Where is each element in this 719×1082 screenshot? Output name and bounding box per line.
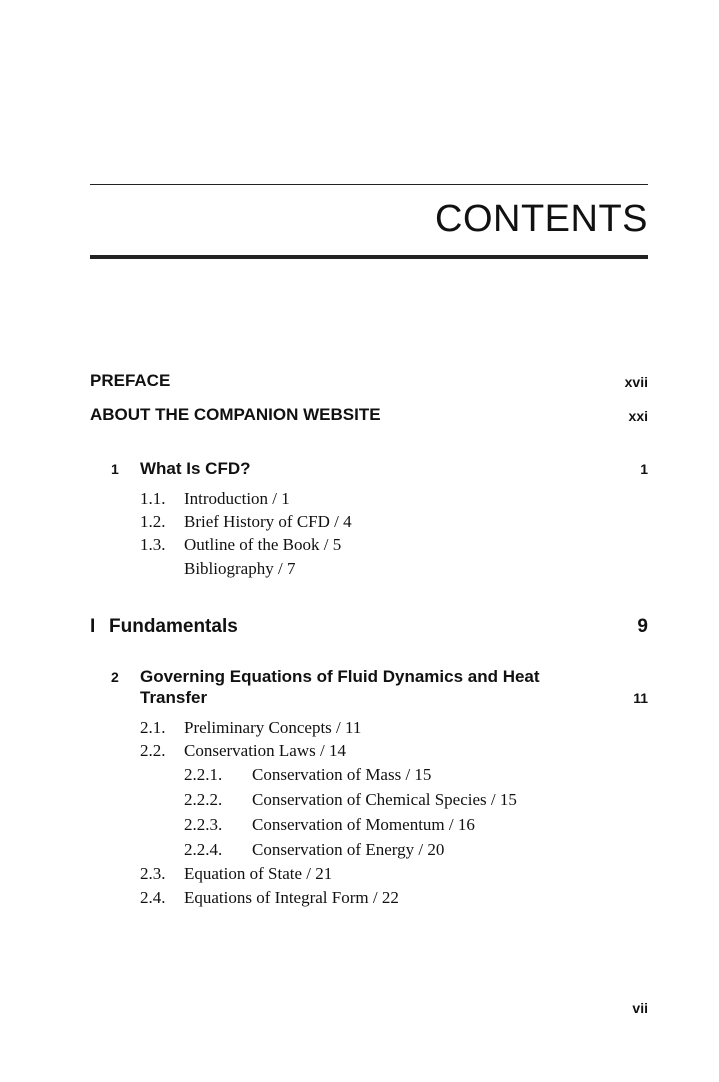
subsection-title: Conservation of Mass / 15	[252, 765, 432, 784]
section-title: Brief History of CFD / 4	[184, 512, 352, 531]
section-number: 1.1.	[140, 489, 166, 508]
chapter-1-title: What Is CFD?	[140, 459, 251, 478]
heading-rule	[90, 255, 648, 259]
section-title: Preliminary Concepts / 11	[184, 718, 362, 737]
subsection-number: 2.2.2.	[184, 790, 223, 809]
subsection-number: 2.2.3.	[184, 815, 223, 834]
page-folio: vii	[632, 1000, 648, 1016]
section-title: Introduction / 1	[184, 489, 290, 508]
toc-entry-website-page: xxi	[628, 408, 648, 424]
subsection-title: Conservation of Chemical Species / 15	[252, 790, 517, 809]
section-title: Conservation Laws / 14	[184, 741, 346, 760]
chapter-1-page: 1	[640, 461, 648, 477]
section-title: Outline of the Book / 5	[184, 535, 342, 554]
chapter-2-title-line-1: Governing Equations of Fluid Dynamics and Heat	[140, 667, 540, 686]
part-number: I	[90, 616, 96, 637]
part-page: 9	[637, 616, 648, 637]
toc-entry-preface-title: PREFACE	[90, 371, 171, 390]
chapter-2-number: 2	[111, 669, 119, 685]
section-title: Equations of Integral Form / 22	[184, 888, 399, 907]
section-number: 1.2.	[140, 512, 166, 531]
page-heading: CONTENTS	[435, 198, 648, 240]
subsection-title: Conservation of Energy / 20	[252, 840, 445, 859]
section-number: 2.1.	[140, 718, 166, 737]
chapter-1-number: 1	[111, 461, 119, 477]
section-title-bibliography: Bibliography / 7	[184, 559, 296, 578]
section-number: 2.3.	[140, 864, 166, 883]
section-number: 1.3.	[140, 535, 166, 554]
section-number: 2.2.	[140, 741, 166, 760]
part-title: Fundamentals	[109, 616, 238, 637]
chapter-2-page: 11	[633, 690, 648, 706]
section-number: 2.4.	[140, 888, 166, 907]
toc-entry-website-title: ABOUT THE COMPANION WEBSITE	[90, 405, 381, 424]
subsection-number: 2.2.1.	[184, 765, 223, 784]
top-rule	[90, 184, 648, 185]
toc-entry-preface-page: xvii	[624, 374, 648, 390]
chapter-2-title-line-2: Transfer	[140, 688, 208, 707]
subsection-number: 2.2.4.	[184, 840, 223, 859]
section-title: Equation of State / 21	[184, 864, 333, 883]
subsection-title: Conservation of Momentum / 16	[252, 815, 475, 834]
